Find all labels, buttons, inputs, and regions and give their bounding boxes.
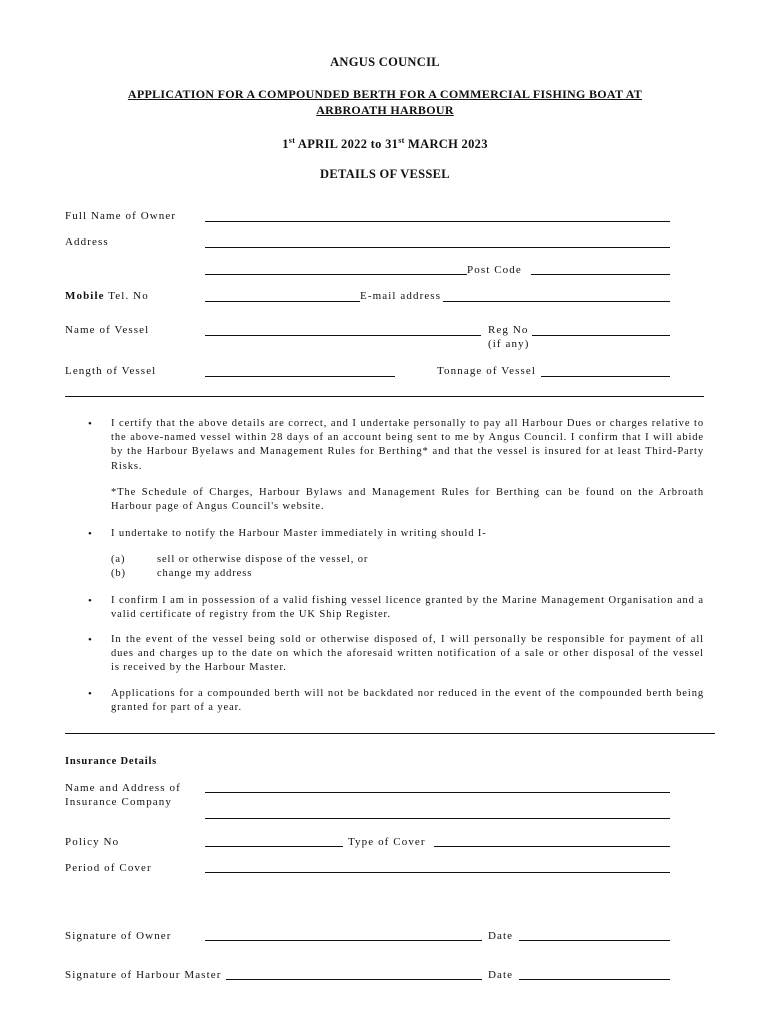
harbour-master-date-label: Date [488, 969, 514, 981]
reg-no-field[interactable] [532, 335, 670, 336]
bullet-2: • [88, 528, 92, 540]
declaration-item-1: I certify that the above details are correct, and I undertake personally to pay all Harbour Dues or charges relative to the above-named vessel within 28 days of an account being sent to me by Angus Council. I confirm that I will abide by the Harbour Byelaws and Management Rules for Berthing* and that the vessel is insured for at least Third-Party Risks. [111, 418, 704, 472]
insurer-name-label-line1: Name and Address of [65, 782, 181, 794]
harbour-master-date-field[interactable] [519, 979, 670, 980]
sub-a-label: (a) [111, 554, 126, 565]
email-field[interactable] [443, 301, 670, 302]
reg-no-note: (if any) [488, 338, 530, 350]
declaration-item-2: I undertake to notify the Harbour Master immediately in writing should I- [111, 528, 487, 539]
insurance-heading: Insurance Details [65, 756, 158, 767]
length-label: Length of Vessel [65, 365, 157, 377]
vessel-name-label: Name of Vessel [65, 324, 150, 336]
policy-no-label: Policy No [65, 836, 120, 848]
declaration-item-4: In the event of the vessel being sold or otherwise disposed of, I will personally be responsible for payment of all dues and charges up to the date on which the aforesaid written notification of a sale or other disposal of the vessel is received by the Harbour Master. [111, 634, 704, 674]
mobile-tel-label: Mobile Tel. No [65, 290, 149, 302]
address-field-line1[interactable] [205, 247, 670, 248]
bullet-5: • [88, 688, 92, 700]
bullet-3: • [88, 595, 92, 607]
section-divider-1 [65, 396, 704, 397]
section-title-vessel: DETAILS OF VESSEL [320, 167, 450, 181]
mobile-tel-field[interactable] [205, 301, 360, 302]
tonnage-label: Tonnage of Vessel [437, 365, 536, 377]
cover-type-field[interactable] [434, 846, 670, 847]
sub-b-text: change my address [157, 568, 253, 579]
council-name: ANGUS COUNCIL [330, 55, 440, 69]
sub-b-label: (b) [111, 568, 126, 579]
tonnage-field[interactable] [541, 376, 670, 377]
harbour-master-signature-field[interactable] [226, 979, 482, 980]
address-field-line2[interactable] [205, 274, 467, 275]
declaration-item-5: Applications for a compounded berth will not be backdated nor reduced in the event of the compounded berth being granted for part of a year. [111, 688, 704, 714]
policy-no-field[interactable] [205, 846, 343, 847]
vessel-name-field[interactable] [205, 335, 481, 336]
insurer-name-label-line2: Insurance Company [65, 796, 172, 808]
post-code-label: Post Code [467, 264, 522, 276]
cover-type-label: Type of Cover [348, 836, 426, 848]
bullet-1: • [88, 418, 92, 430]
cover-period-field[interactable] [205, 872, 670, 873]
insurer-field-line2[interactable] [205, 818, 670, 819]
owner-date-field[interactable] [519, 940, 670, 941]
harbour-master-signature-label: Signature of Harbour Master [65, 969, 222, 981]
section-divider-2 [65, 733, 715, 734]
form-title-line2: ARBROATH HARBOUR [316, 103, 454, 117]
form-title-line1: APPLICATION FOR A COMPOUNDED BERTH FOR A COMMERCIAL FISHING BOAT AT [127, 87, 643, 101]
full-name-field[interactable] [205, 221, 670, 222]
full-name-label: Full Name of Owner [65, 210, 177, 222]
bullet-4: • [88, 634, 92, 646]
period-text: 1st APRIL 2022 to 31st MARCH 2023 [282, 136, 488, 152]
reg-no-label: Reg No [488, 324, 529, 336]
insurer-field-line1[interactable] [205, 792, 670, 793]
email-label: E-mail address [360, 290, 442, 302]
post-code-field[interactable] [531, 274, 670, 275]
length-field[interactable] [205, 376, 395, 377]
charges-footnote: *The Schedule of Charges, Harbour Bylaws and Management Rules for Berthing can be found on the Arbroath Harbour page of Angus Council's website. [111, 487, 704, 513]
sub-a-text: sell or otherwise dispose of the vessel, or [157, 554, 369, 565]
owner-signature-field[interactable] [205, 940, 482, 941]
declaration-item-3: I confirm I am in possession of a valid fishing vessel licence granted by the Marine Management Organisation and a valid certificate of registry from the UK Ship Register. [111, 595, 704, 621]
cover-period-label: Period of Cover [65, 862, 152, 874]
owner-date-label: Date [488, 930, 514, 942]
address-label: Address [65, 236, 109, 248]
owner-signature-label: Signature of Owner [65, 930, 172, 942]
